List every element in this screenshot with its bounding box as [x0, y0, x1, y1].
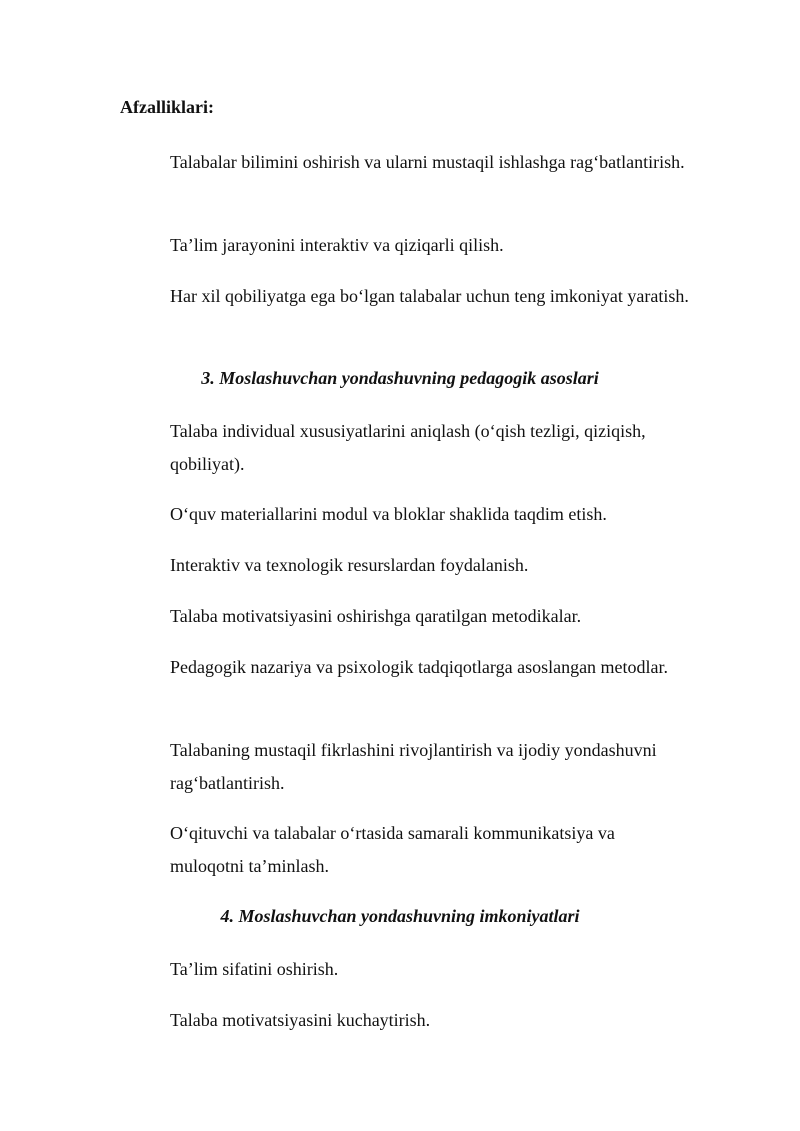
section-3-item: Interaktiv va texnologik resurslardan foydalanish.: [170, 555, 529, 575]
section-3-item: Talaba individual xususiyatlarini aniqlash (o‘qish tezligi, qiziqish, qobiliyat).: [170, 421, 646, 474]
section-3-item: Talaba motivatsiyasini oshirishga qaratilgan metodikalar.: [170, 606, 582, 626]
advantage-item: Har xil qobiliyatga ega bo‘lgan talabalar uchun teng imkoniyat yaratish.: [170, 286, 689, 306]
advantage-item: Ta’lim jarayonini interaktiv va qiziqarli qilish.: [170, 235, 504, 255]
section-3-heading: 3. Moslashuvchan yondashuvning pedagogik asoslari: [201, 368, 599, 388]
section-3-item: Pedagogik nazariya va psixologik tadqiqotlarga asoslangan metodlar.: [170, 657, 669, 677]
section-4-item: Talaba motivatsiyasini kuchaytirish.: [170, 1010, 431, 1030]
section-3-item: Talabaning mustaqil fikrlashini rivojlantirish va ijodiy yondashuvni rag‘batlantirish.: [170, 740, 657, 793]
section-3-item: O‘qituvchi va talabalar o‘rtasida samarali kommunikatsiya va muloqotni ta’minlash.: [170, 823, 615, 876]
advantages-heading: Afzalliklari:: [120, 97, 214, 117]
section-3-item: O‘quv materiallarini modul va bloklar shaklida taqdim etish.: [170, 504, 607, 524]
advantage-item: Talabalar bilimini oshirish va ularni mustaqil ishlashga rag‘batlantirish.: [170, 152, 685, 172]
section-4-item: Ta’lim sifatini oshirish.: [170, 959, 339, 979]
section-4-heading: 4. Moslashuvchan yondashuvning imkoniyatlari: [220, 906, 580, 926]
